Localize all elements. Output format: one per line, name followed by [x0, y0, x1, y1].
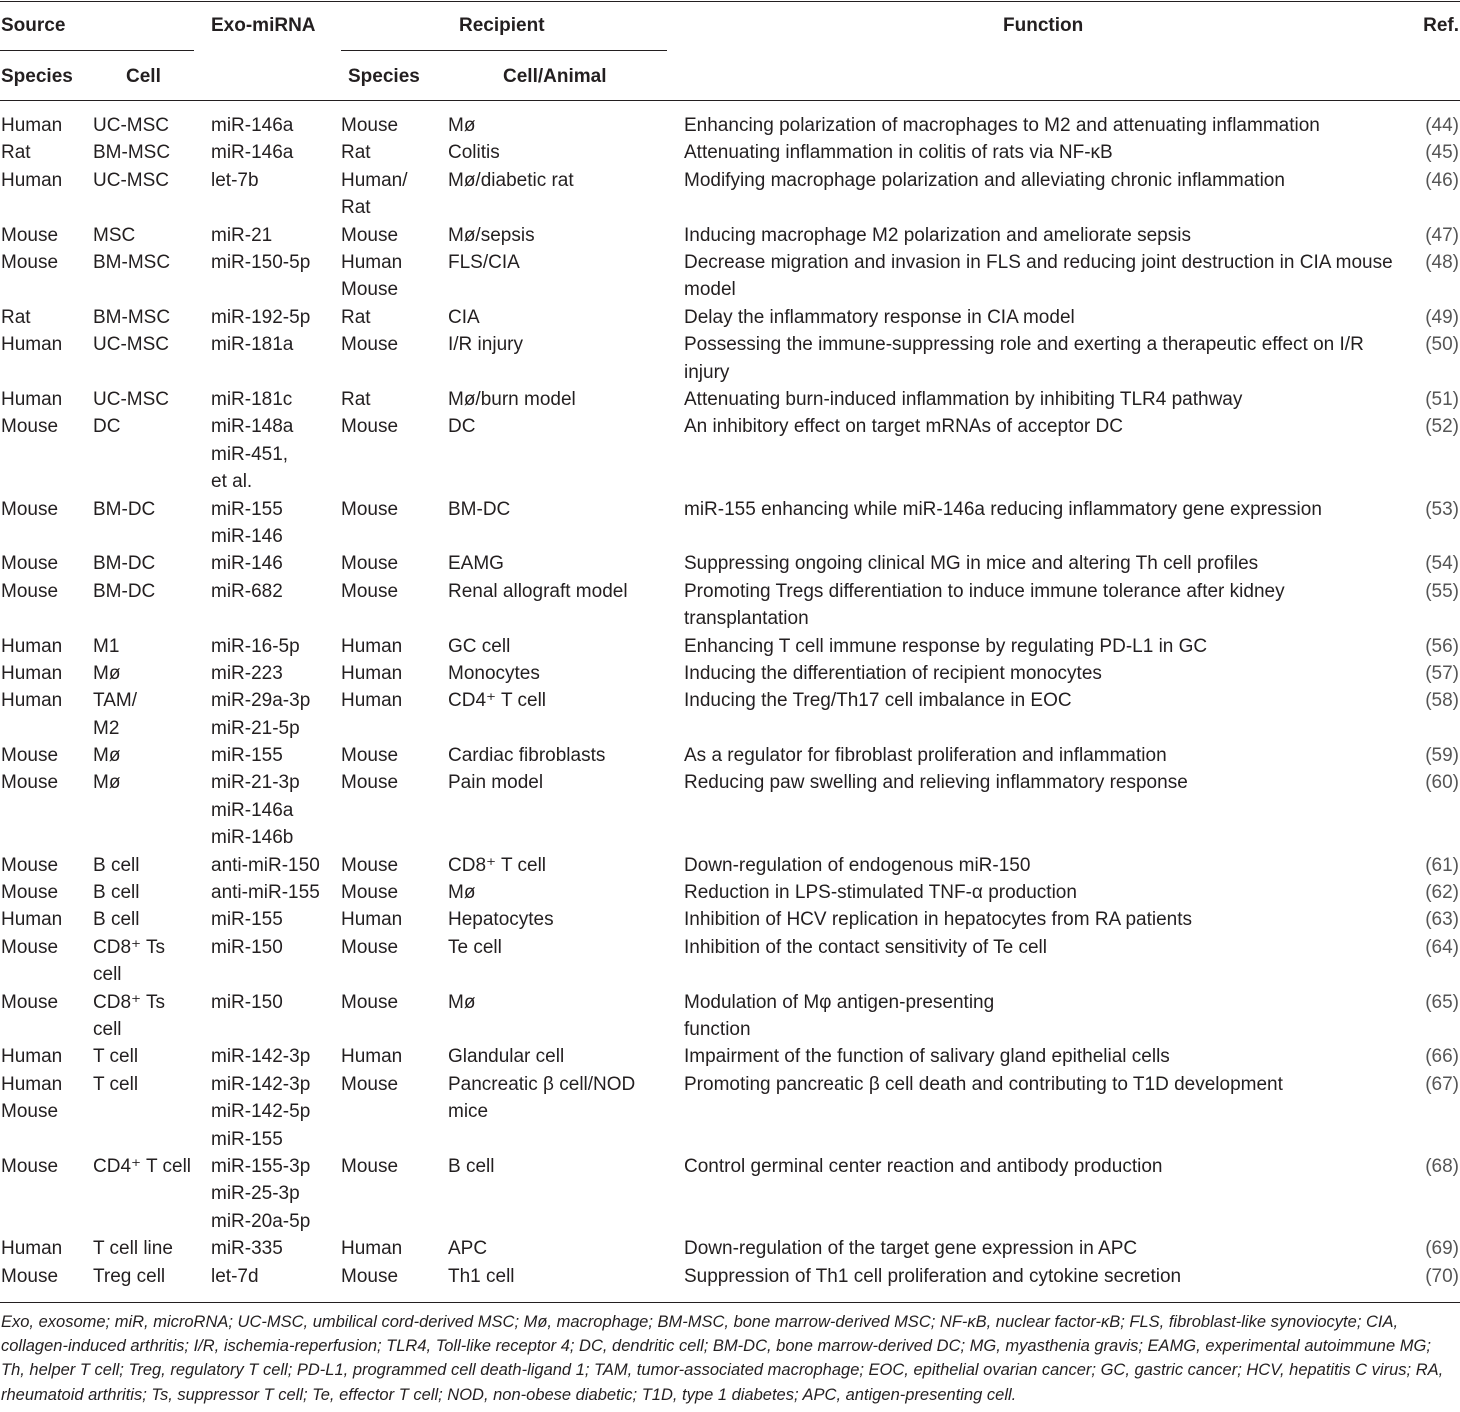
source-cell-cell: TAM/ M2	[93, 690, 137, 739]
exo-mirna-cell: miR-146a	[211, 142, 294, 164]
header-exo-mirna: Exo-miRNA	[211, 15, 316, 36]
recipient-cell-cell: Mø	[448, 115, 476, 136]
exo-mirna-cell: anti-miR-150	[211, 854, 320, 876]
table-row	[0, 742, 1460, 769]
recipient-cell-cell: DC	[448, 416, 476, 438]
table-row	[0, 879, 1460, 906]
recipient-cell-cell: CD8⁺ T cell	[448, 854, 547, 876]
table-row	[0, 769, 1460, 851]
exo-mirna-cell: miR-150	[211, 991, 283, 1013]
recipient-cell-cell: CIA	[448, 306, 480, 328]
recipient-species-cell: Rat	[341, 306, 371, 328]
header-source: Source	[1, 15, 66, 36]
recipient-species-cell: Human Mouse	[341, 251, 403, 301]
recipient-species-cell: Human	[341, 662, 403, 684]
recipient-species-cell: Mouse	[341, 498, 399, 520]
recipient-species-cell: Human	[341, 690, 403, 712]
recipient-species-cell: Mouse	[341, 224, 399, 246]
table-row	[0, 112, 1460, 139]
recipient-species-cell: Human/ Rat	[341, 169, 408, 219]
source-species-cell: Human	[1, 169, 63, 191]
ref-cell: (44)	[1425, 115, 1459, 136]
table-row	[0, 578, 1460, 633]
exo-mirna-cell: let-7b	[211, 169, 259, 191]
function-cell: Modulation of Mφ antigen-presenting function	[684, 991, 995, 1041]
function-cell: An inhibitory effect on target mRNAs of acceptor DC	[684, 416, 1123, 438]
exo-mirna-cell: miR-155 miR-146	[211, 498, 283, 547]
exo-mirna-cell: miR-21-3p miR-146a miR-146b	[211, 772, 300, 849]
table-row	[0, 660, 1460, 687]
ref-cell: (59)	[1425, 745, 1459, 767]
ref-cell: (56)	[1425, 635, 1459, 657]
source-group-rule	[0, 50, 194, 51]
ref-cell: (57)	[1425, 662, 1459, 684]
recipient-cell-cell: GC cell	[448, 635, 511, 657]
ref-cell: (55)	[1425, 580, 1459, 602]
exo-mirna-cell: miR-181c	[211, 388, 293, 410]
recipient-species-cell: Mouse	[341, 1156, 399, 1178]
recipient-species-cell: Mouse	[341, 936, 399, 958]
exo-mirna-cell: miR-150-5p	[211, 251, 311, 273]
recipient-cell-cell: Renal allograft model	[448, 580, 628, 602]
recipient-cell-cell: Mø/diabetic rat	[448, 169, 574, 191]
recipient-species-cell: Mouse	[341, 1073, 399, 1095]
function-cell: Suppression of Th1 cell proliferation and cytokine secretion	[684, 1265, 1182, 1287]
source-species-cell: Mouse	[1, 1156, 59, 1178]
recipient-species-cell: Mouse	[341, 745, 399, 767]
function-cell: Promoting pancreatic β cell death and contributing to T1D development	[684, 1073, 1283, 1095]
source-species-cell: Human	[1, 1046, 63, 1068]
header-recipient: Recipient	[459, 15, 545, 36]
recipient-cell-cell: Pancreatic β cell/NOD mice	[448, 1073, 636, 1123]
source-cell-cell: Mø	[93, 745, 121, 767]
header-ref: Ref.	[1423, 15, 1459, 36]
source-cell-cell: UC-MSC	[93, 169, 169, 191]
recipient-species-cell: Mouse	[341, 334, 399, 356]
source-species-cell: Mouse	[1, 416, 59, 438]
exo-mirna-cell: anti-miR-155	[211, 882, 320, 904]
exo-mirna-cell: miR-155	[211, 909, 283, 931]
ref-cell: (70)	[1425, 1265, 1459, 1287]
source-cell-cell: DC	[93, 416, 121, 438]
recipient-species-cell: Human	[341, 909, 403, 931]
ref-cell: (65)	[1425, 991, 1459, 1013]
source-cell-cell: BM-DC	[93, 498, 156, 520]
function-cell: Delay the inflammatory response in CIA model	[684, 306, 1075, 328]
recipient-cell-cell: Monocytes	[448, 662, 540, 684]
table-bottom-rule	[0, 1302, 1460, 1303]
source-species-cell: Mouse	[1, 882, 59, 904]
table-row	[0, 550, 1460, 577]
source-cell-cell: B cell	[93, 882, 140, 904]
table-row	[0, 934, 1460, 989]
function-cell: miR-155 enhancing while miR-146a reducing inflammatory gene expression	[684, 498, 1322, 520]
exo-mirna-cell: let-7d	[211, 1265, 259, 1287]
function-cell: Inducing macrophage M2 polarization and ameliorate sepsis	[684, 224, 1191, 246]
table-footnote: Exo, exosome; miR, microRNA; UC-MSC, umbilical cord-derived MSC; Mø, macrophage; BM-MSC, bone marrow-derived MSC; NF-κB, nuclear factor-κB; FLS, fibroblast-like synoviocyte; CIA, collagen-induced arthritis; I/R, ischemia-reperfusion; TLR4, Toll-like receptor 4; DC, dendritic cell; BM-DC, bone marrow-derived DC; MG, myasthenia gravis; EAMG, experimental autoimmune MG; Th, helper T cell; Treg, regulatory T cell; PD-L1, programmed cell death-ligand 1; TAM, tumor-associated macrophage; EOC, epithelial ovarian cancer; GC, gastric cancer; HCV, hepatitis C virus; RA, rheumatoid arthritis; Ts, suppressor T cell; Te, effector T cell; NOD, non-obese diabetic; T1D, type 1 diabetes; APC, antigen-presenting cell.	[1, 1313, 1444, 1404]
table-row	[0, 167, 1460, 222]
source-species-cell: Mouse	[1, 772, 59, 794]
exo-mirna-cell: miR-181a	[211, 334, 294, 356]
ref-cell: (62)	[1425, 882, 1459, 904]
exo-mirna-cell: miR-29a-3p miR-21-5p	[211, 690, 311, 739]
source-species-cell: Human	[1, 1238, 63, 1260]
recipient-cell-cell: Mø/burn model	[448, 388, 576, 410]
exo-mirna-cell: miR-682	[211, 580, 283, 602]
source-species-cell: Mouse	[1, 1265, 59, 1287]
ref-cell: (45)	[1425, 142, 1459, 164]
recipient-cell-cell: B cell	[448, 1156, 495, 1178]
ref-cell: (61)	[1425, 854, 1459, 876]
exo-mirna-cell: miR-192-5p	[211, 306, 311, 328]
header-source-cell: Cell	[126, 66, 161, 87]
ref-cell: (66)	[1425, 1046, 1459, 1068]
table-row	[0, 906, 1460, 933]
header-source-species: Species	[1, 66, 73, 87]
ref-cell: (48)	[1425, 251, 1459, 273]
source-species-cell: Human Mouse	[1, 1073, 63, 1123]
function-cell: Modifying macrophage polarization and alleviating chronic inflammation	[684, 169, 1285, 191]
function-cell: Reducing paw swelling and relieving inflammatory response	[684, 772, 1188, 794]
table-row	[0, 1235, 1460, 1262]
source-cell-cell: UC-MSC	[93, 388, 169, 410]
function-cell: Down-regulation of the target gene expression in APC	[684, 1238, 1138, 1260]
exo-mirna-cell: miR-146	[211, 553, 283, 575]
table-row	[0, 304, 1460, 331]
table-row	[0, 1153, 1460, 1235]
function-cell: Inhibition of HCV replication in hepatocytes from RA patients	[684, 909, 1192, 931]
source-cell-cell: Mø	[93, 772, 121, 794]
function-cell: Attenuating burn-induced inflammation by inhibiting TLR4 pathway	[684, 388, 1243, 410]
recipient-species-cell: Human	[341, 1046, 403, 1068]
recipient-species-cell: Mouse	[341, 416, 399, 438]
table-row	[0, 989, 1460, 1044]
source-cell-cell: MSC	[93, 224, 136, 246]
exo-mirna-cell: miR-16-5p	[211, 635, 300, 657]
source-species-cell: Human	[1, 115, 63, 136]
function-cell: Decrease migration and invasion in FLS and reducing joint destruction in CIA mouse model	[684, 251, 1393, 301]
function-cell: Impairment of the function of salivary gland epithelial cells	[684, 1046, 1170, 1068]
table-row	[0, 852, 1460, 879]
recipient-species-cell: Mouse	[341, 115, 399, 136]
ref-cell: (51)	[1425, 388, 1459, 410]
ref-cell: (60)	[1425, 772, 1459, 794]
recipient-cell-cell: BM-DC	[448, 498, 511, 520]
ref-cell: (58)	[1425, 690, 1459, 712]
function-cell: Enhancing polarization of macrophages to M2 and attenuating inflammation	[684, 115, 1320, 136]
function-cell: Down-regulation of endogenous miR-150	[684, 854, 1031, 876]
ref-cell: (64)	[1425, 936, 1459, 958]
source-species-cell: Mouse	[1, 553, 59, 575]
source-cell-cell: Treg cell	[93, 1265, 166, 1287]
recipient-species-cell: Mouse	[341, 991, 399, 1013]
exo-mirna-cell: miR-142-3p	[211, 1046, 311, 1068]
ref-cell: (49)	[1425, 306, 1459, 328]
exo-mirna-cell: miR-150	[211, 936, 283, 958]
ref-cell: (69)	[1425, 1238, 1459, 1260]
recipient-cell-cell: Mø/sepsis	[448, 224, 535, 246]
exo-mirna-cell: miR-148a miR-451, et al.	[211, 416, 294, 493]
recipient-species-cell: Mouse	[341, 580, 399, 602]
source-cell-cell: UC-MSC	[93, 334, 169, 356]
source-species-cell: Mouse	[1, 745, 59, 767]
exo-mirna-cell: miR-146a	[211, 115, 294, 136]
exo-mirna-cell: miR-142-3p miR-142-5p miR-155	[211, 1073, 311, 1150]
top-rule	[0, 1, 1460, 2]
recipient-species-cell: Mouse	[341, 772, 399, 794]
recipient-cell-cell: CD4⁺ T cell	[448, 690, 547, 712]
ref-cell: (53)	[1425, 498, 1459, 520]
source-cell-cell: CD8⁺ Ts cell	[93, 991, 165, 1041]
table-row	[0, 1071, 1460, 1153]
function-cell: Control germinal center reaction and antibody production	[684, 1156, 1163, 1178]
source-cell-cell: Mø	[93, 662, 121, 684]
recipient-cell-cell: FLS/CIA	[448, 251, 520, 273]
table-row	[0, 249, 1460, 304]
source-cell-cell: CD8⁺ Ts cell	[93, 936, 165, 986]
recipient-species-cell: Rat	[341, 142, 371, 164]
exo-mirna-cell: miR-223	[211, 662, 283, 684]
table-row	[0, 331, 1460, 386]
source-species-cell: Mouse	[1, 251, 59, 273]
source-species-cell: Mouse	[1, 991, 59, 1013]
ref-cell: (54)	[1425, 553, 1459, 575]
function-cell: Suppressing ongoing clinical MG in mice and altering Th cell profiles	[684, 553, 1259, 575]
source-species-cell: Mouse	[1, 580, 59, 602]
source-cell-cell: T cell line	[93, 1238, 173, 1260]
source-species-cell: Human	[1, 662, 63, 684]
source-species-cell: Mouse	[1, 936, 59, 958]
recipient-species-cell: Rat	[341, 388, 371, 410]
table-row	[0, 413, 1460, 495]
ref-cell: (52)	[1425, 416, 1459, 438]
function-cell: Inducing the Treg/Th17 cell imbalance in EOC	[684, 690, 1072, 712]
source-species-cell: Human	[1, 388, 63, 410]
recipient-cell-cell: I/R injury	[448, 334, 523, 356]
recipient-cell-cell: Glandular cell	[448, 1046, 565, 1068]
source-species-cell: Human	[1, 909, 63, 931]
source-cell-cell: BM-MSC	[93, 251, 171, 273]
source-species-cell: Human	[1, 635, 63, 657]
source-cell-cell: T cell	[93, 1073, 139, 1095]
function-cell: Reduction in LPS-stimulated TNF-α production	[684, 882, 1077, 904]
source-species-cell: Mouse	[1, 498, 59, 520]
recipient-cell-cell: EAMG	[448, 553, 504, 575]
table-row	[0, 687, 1460, 742]
function-cell: Possessing the immune-suppressing role and exerting a therapeutic effect on I/R injury	[684, 334, 1364, 383]
ref-cell: (50)	[1425, 334, 1459, 356]
header-bottom-rule	[0, 100, 1460, 101]
function-cell: As a regulator for fibroblast proliferation and inflammation	[684, 745, 1167, 767]
function-cell: Attenuating inflammation in colitis of rats via NF-κB	[684, 142, 1113, 164]
exo-mirna-cell: miR-335	[211, 1238, 283, 1260]
source-cell-cell: UC-MSC	[93, 115, 169, 136]
source-species-cell: Human	[1, 334, 63, 356]
recipient-cell-cell: Cardiac fibroblasts	[448, 745, 606, 767]
table-row	[0, 222, 1460, 249]
header-recipient-cell: Cell/Animal	[503, 66, 607, 87]
source-cell-cell: B cell	[93, 854, 140, 876]
function-cell: Inducing the differentiation of recipient monocytes	[684, 662, 1102, 684]
exo-mirna-cell: miR-155	[211, 745, 283, 767]
source-cell-cell: T cell	[93, 1046, 139, 1068]
function-cell: Promoting Tregs differentiation to induce immune tolerance after kidney transplantation	[684, 580, 1285, 630]
source-cell-cell: BM-MSC	[93, 142, 171, 164]
source-species-cell: Rat	[1, 306, 31, 328]
ref-cell: (47)	[1425, 224, 1459, 246]
ref-cell: (63)	[1425, 909, 1459, 931]
source-cell-cell: CD4⁺ T cell	[93, 1156, 192, 1178]
recipient-cell-cell: Mø	[448, 882, 476, 904]
source-species-cell: Mouse	[1, 854, 59, 876]
recipient-cell-cell: Pain model	[448, 772, 544, 794]
recipient-cell-cell: APC	[448, 1238, 488, 1260]
table-row	[0, 1043, 1460, 1070]
ref-cell: (68)	[1425, 1156, 1459, 1178]
table-row	[0, 1263, 1460, 1290]
recipient-species-cell: Human	[341, 635, 403, 657]
source-cell-cell: BM-MSC	[93, 306, 171, 328]
recipient-cell-cell: Th1 cell	[448, 1265, 515, 1287]
table-row	[0, 633, 1460, 660]
table-row	[0, 386, 1460, 413]
source-species-cell: Rat	[1, 142, 31, 164]
source-cell-cell: B cell	[93, 909, 140, 931]
ref-cell: (67)	[1425, 1073, 1459, 1095]
recipient-cell-cell: Te cell	[448, 936, 502, 958]
source-cell-cell: M1	[93, 635, 120, 657]
exo-mirna-cell: miR-155-3p miR-25-3p miR-20a-5p	[211, 1156, 311, 1232]
source-species-cell: Human	[1, 690, 63, 712]
function-cell: Inhibition of the contact sensitivity of Te cell	[684, 936, 1047, 958]
recipient-cell-cell: Hepatocytes	[448, 909, 554, 931]
table-row	[0, 496, 1460, 551]
recipient-group-rule	[341, 50, 667, 51]
exo-mirna-cell: miR-21	[211, 224, 273, 246]
recipient-species-cell: Mouse	[341, 854, 399, 876]
table-body	[0, 112, 1460, 1290]
source-species-cell: Mouse	[1, 224, 59, 246]
recipient-species-cell: Human	[341, 1238, 403, 1260]
recipient-cell-cell: Colitis	[448, 142, 500, 164]
header-recipient-species: Species	[348, 66, 420, 87]
recipient-species-cell: Mouse	[341, 882, 399, 904]
source-cell-cell: BM-DC	[93, 580, 156, 602]
header-function: Function	[1003, 15, 1084, 36]
recipient-species-cell: Mouse	[341, 553, 399, 575]
table-row	[0, 139, 1460, 166]
recipient-species-cell: Mouse	[341, 1265, 399, 1287]
recipient-cell-cell: Mø	[448, 991, 476, 1013]
ref-cell: (46)	[1425, 169, 1459, 191]
function-cell: Enhancing T cell immune response by regulating PD-L1 in GC	[684, 635, 1208, 657]
source-cell-cell: BM-DC	[93, 553, 156, 575]
